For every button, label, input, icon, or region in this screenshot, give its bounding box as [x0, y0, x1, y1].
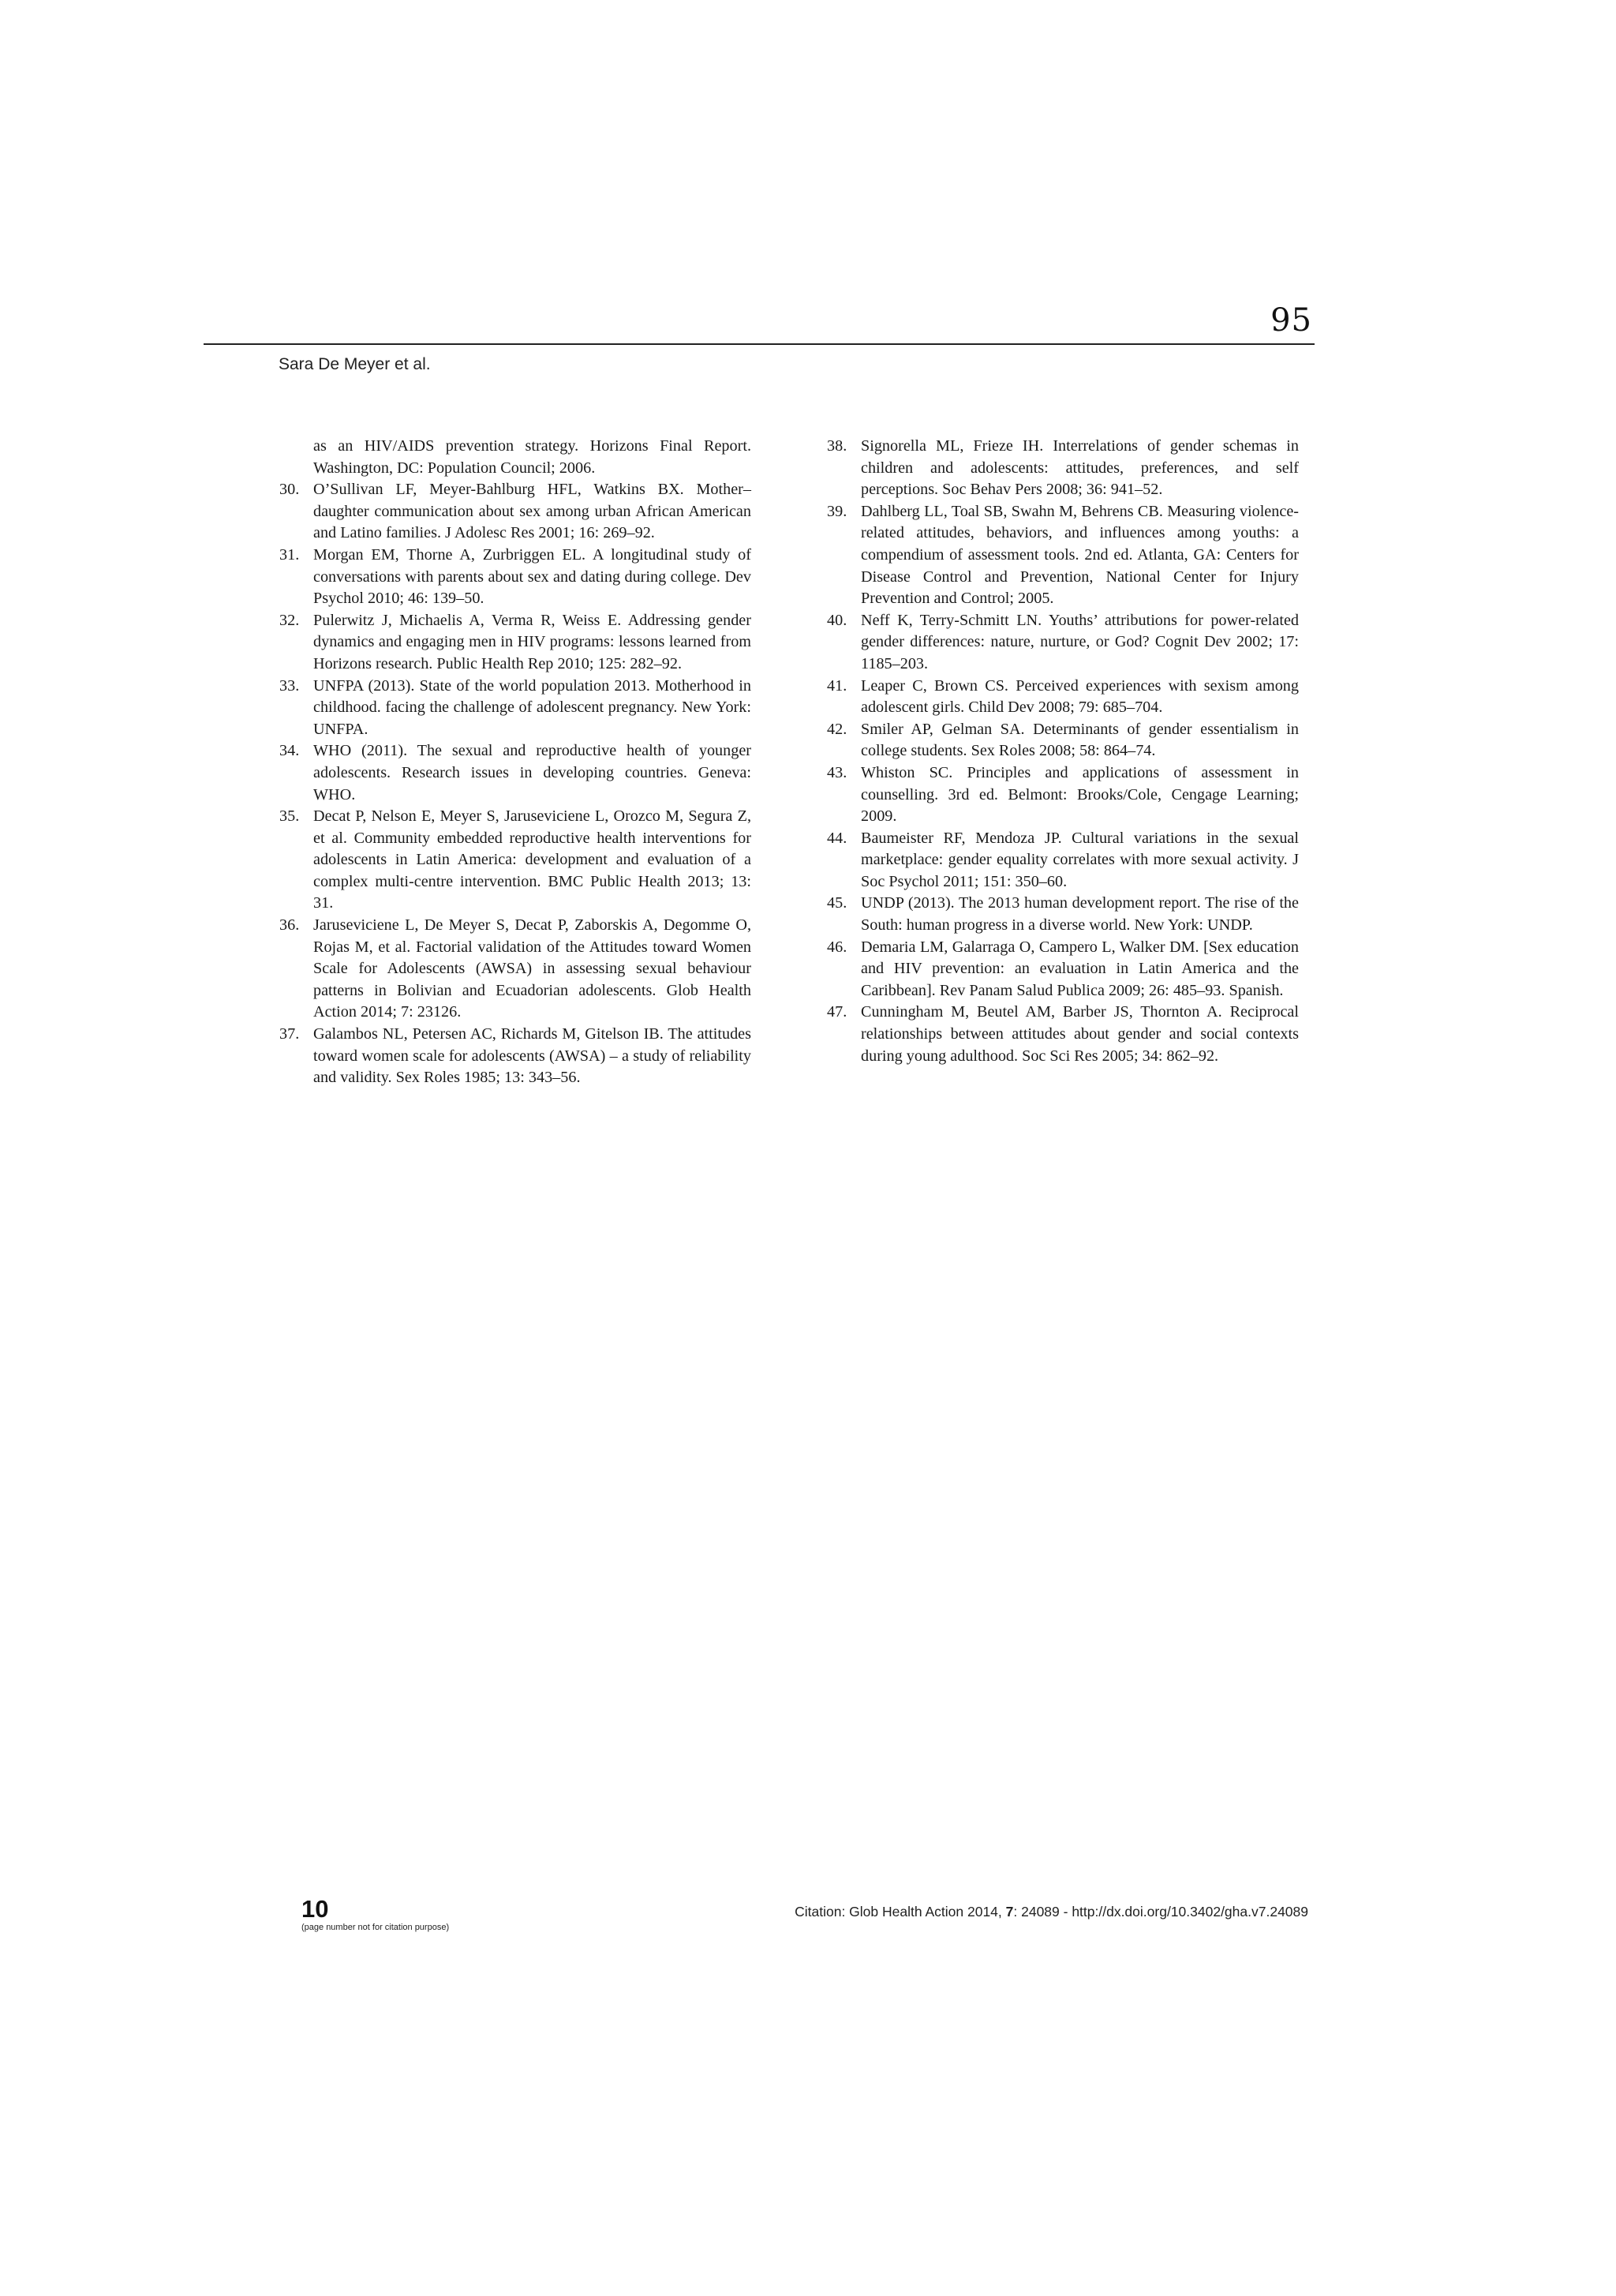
- header-rule: [204, 343, 1315, 345]
- reference-entry: [827, 937, 1299, 1002]
- reference-entry: [279, 915, 751, 1024]
- reference-entry: [827, 762, 1299, 828]
- reference-entry: [279, 545, 751, 610]
- reference-number: 42.: [827, 720, 847, 738]
- reference-text: Demaria LM, Galarraga O, Campero L, Walker DM. [Sex education and HIV prevention: an evaluation in Latin America and the Caribbean]. Rev Panam Salud Publica 2009; 26: 485–93. Spanish.: [861, 938, 1299, 999]
- reference-entry: [279, 610, 751, 676]
- reference-text: Morgan EM, Thorne A, Zurbriggen EL. A longitudinal study of conversations with parents about sex and dating during college. Dev Psychol 2010; 46: 139–50.: [313, 545, 751, 608]
- reference-number: 45.: [827, 894, 847, 912]
- reference-entry: [279, 479, 751, 545]
- reference-text: Galambos NL, Petersen AC, Richards M, Gitelson IB. The attitudes toward women scale for adolescents (AWSA) – a study of reliability and validity. Sex Roles 1985; 13: 343–56.: [313, 1025, 751, 1087]
- reference-number: 33.: [279, 676, 300, 695]
- reference-text: WHO (2011). The sexual and reproductive health of younger adolescents. Research issues in developing countries. Geneva: WHO.: [313, 742, 751, 803]
- references-left-column: [279, 436, 751, 1089]
- reference-number: 30.: [279, 481, 300, 499]
- reference-number: 32.: [279, 611, 300, 629]
- footer-citation: [795, 1904, 1308, 1920]
- footer-page-number: 10: [301, 1895, 329, 1923]
- reference-text: Jaruseviciene L, De Meyer S, Decat P, Zaborskis A, Degomme O, Rojas M, et al. Factorial validation of the Attitudes toward Women Scale for Adolescents (AWSA) in assessing sexual behaviour patterns in Bolivian and Ecuadorian adolescents. Glob Health Action 2014; 7: 23126.: [313, 916, 751, 1021]
- reference-text: Signorella ML, Frieze IH. Interrelations of gender schemas in children and adolescents: attitudes, preferences, and self perceptions. Soc Behav Pers 2008; 36: 941–52.: [861, 437, 1299, 499]
- reference-text: Smiler AP, Gelman SA. Determinants of gender essentialism in college students. Sex Roles 2008; 58: 864–74.: [861, 720, 1299, 760]
- reference-number: 36.: [279, 916, 300, 935]
- reference-entry: [827, 1002, 1299, 1067]
- page-number: 95: [1270, 302, 1312, 339]
- reference-entry: [279, 436, 751, 479]
- reference-text: Baumeister RF, Mendoza JP. Cultural variations in the sexual marketplace: gender equality correlates with more sexual activity. J Soc Psychol 2011; 151: 350–60.: [861, 829, 1299, 890]
- reference-text: Cunningham M, Beutel AM, Barber JS, Thornton A. Reciprocal relationships between attitudes about gender and social contexts during young adulthood. Soc Sci Res 2005; 34: 862–92.: [861, 1003, 1299, 1065]
- citation-prefix: Citation: Glob Health Action 2014,: [795, 1904, 1006, 1920]
- citation-suffix: : 24089 - http://dx.doi.org/10.3402/gha.v7.24089: [1013, 1904, 1308, 1920]
- reference-number: 39.: [827, 502, 847, 520]
- reference-entry: [279, 806, 751, 915]
- citation-volume: 7: [1005, 1904, 1014, 1920]
- reference-number: 38.: [827, 437, 847, 455]
- reference-entry: [827, 610, 1299, 676]
- reference-entry: [827, 436, 1299, 501]
- reference-number: 31.: [279, 545, 300, 564]
- reference-entry: [827, 676, 1299, 719]
- reference-number: 40.: [827, 611, 847, 629]
- reference-number: 44.: [827, 829, 847, 847]
- reference-number: 37.: [279, 1025, 300, 1043]
- reference-text: Pulerwitz J, Michaelis A, Verma R, Weiss E. Addressing gender dynamics and engaging men in HIV programs: lessons learned from Horizons research. Public Health Rep 2010; 125: 282–92.: [313, 611, 751, 672]
- reference-text: as an HIV/AIDS prevention strategy. Horizons Final Report. Washington, DC: Population Council; 2006.: [313, 437, 751, 477]
- reference-text: Leaper C, Brown CS. Perceived experiences with sexism among adolescent girls. Child Dev 2008; 79: 685–704.: [861, 676, 1299, 717]
- reference-entry: [827, 719, 1299, 762]
- reference-entry: [827, 893, 1299, 936]
- reference-entry: [279, 1024, 751, 1089]
- reference-number: 35.: [279, 807, 300, 826]
- reference-text: Neff K, Terry-Schmitt LN. Youths’ attributions for power-related gender differences: nature, nurture, or God? Cognit Dev 2002; 17: 1185–203.: [861, 611, 1299, 672]
- reference-entry: [279, 740, 751, 806]
- running-head: Sara De Meyer et al.: [279, 355, 431, 373]
- reference-number: 34.: [279, 742, 300, 760]
- reference-number: 47.: [827, 1003, 847, 1021]
- reference-number: 46.: [827, 938, 847, 956]
- reference-text: Whiston SC. Principles and applications of assessment in counselling. 3rd ed. Belmont: Brooks/Cole, Cengage Learning; 2009.: [861, 763, 1299, 826]
- reference-text: UNDP (2013). The 2013 human development report. The rise of the South: human progress in a diverse world. New York: UNDP.: [861, 894, 1299, 935]
- reference-entry: [827, 828, 1299, 893]
- references-right-column: [827, 436, 1299, 1067]
- reference-entry: [827, 501, 1299, 610]
- reference-text: Decat P, Nelson E, Meyer S, Jaruseviciene L, Orozco M, Segura Z, et al. Community embedded reproductive health interventions for adolescents in Latin America: development and evaluation of a complex multi-centre intervention. BMC Public Health 2013; 13: 31.: [313, 807, 751, 912]
- reference-text: O’Sullivan LF, Meyer-Bahlburg HFL, Watkins BX. Mother–daughter communication about sex among urban African American and Latino families. J Adolesc Res 2001; 16: 269–92.: [313, 481, 751, 542]
- footer-page-note: (page number not for citation purpose): [301, 1923, 450, 1932]
- reference-text: Dahlberg LL, Toal SB, Swahn M, Behrens CB. Measuring violence-related attitudes, behaviors, and influences among youths: a compendium of assessment tools. 2nd ed. Atlanta, GA: Centers for Disease Control and Prevention, National Center for Injury Prevention and Control; 2005.: [861, 502, 1299, 608]
- reference-text: UNFPA (2013). State of the world population 2013. Motherhood in childhood. facing the challenge of adolescent pregnancy. New York: UNFPA.: [313, 676, 751, 738]
- reference-entry: [279, 676, 751, 741]
- reference-number: 43.: [827, 763, 847, 781]
- reference-number: 41.: [827, 676, 847, 695]
